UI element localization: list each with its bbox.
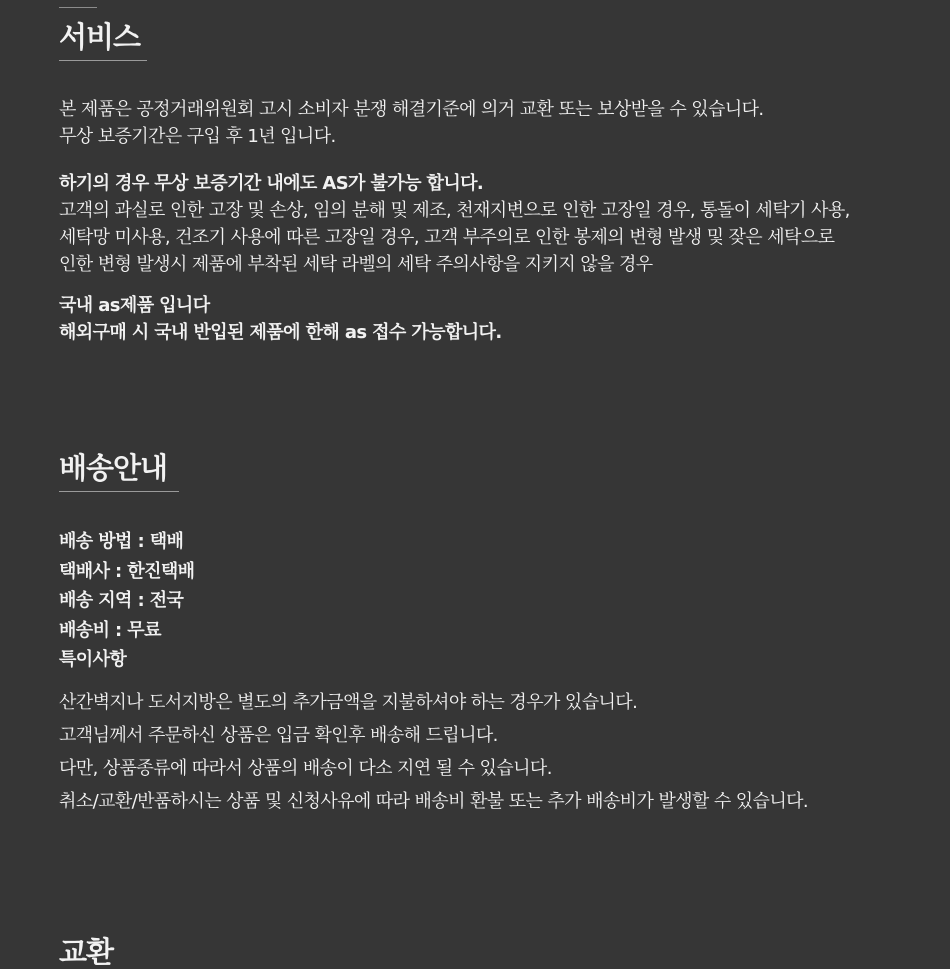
shipping-notes [59,686,808,818]
shipping-special-notes-label: 특이사항 [59,649,127,670]
exclusion-line: 세탁망 미사용, 건조기 사용에 따른 고장일 경우, 고객 부주의로 인한 봉제의 변형 발생 및 잦은 세탁으로 [59,227,835,248]
shipping-note: 고객님께서 주문하신 상품은 입금 확인후 배송해 드립니다. [59,725,498,746]
exclusion-line: 인한 변형 발생시 제품에 부착된 세탁 라벨의 세탁 주의사항을 지키지 않을 경우 [59,254,653,275]
shipping-region: 배송 지역 : 전국 [59,590,184,611]
shipping-note: 다만, 상품종류에 따라서 상품의 배송이 다소 지연 될 수 있습니다. [59,758,552,779]
domestic-as-line: 국내 as제품 입니다 [59,295,210,316]
exclusion-line: 고객의 과실로 인한 고장 및 손상, 임의 분해 및 제조, 천재지변으로 인한 고장일 경우, 통돌이 세탁기 사용, [59,200,850,221]
service-title: 서비스 [59,20,141,54]
exclusion-heading: 하기의 경우 무상 보증기간 내에도 AS가 불가능 합니다. [59,173,484,194]
shipping-info-list [59,527,194,675]
shipping-carrier: 택배사 : 한진택배 [59,560,195,582]
warranty-paragraph [59,96,764,150]
shipping-fee: 배송비 : 무료 [59,619,161,641]
domestic-as-paragraph [59,292,502,346]
service-title-underline [59,60,147,61]
domestic-as-line: 해외구매 시 국내 반입된 제품에 한해 as 접수 가능합니다. [59,322,502,343]
shipping-title-underline [59,491,179,492]
shipping-note: 산간벽지나 도서지방은 별도의 추가금액을 지불하셔야 하는 경우가 있습니다. [59,692,638,713]
top-divider [59,7,97,8]
warranty-line: 무상 보증기간은 구입 후 1년 입니다. [59,126,336,147]
shipping-title: 배송안내 [59,451,168,485]
exclusion-paragraph [59,170,850,278]
warranty-line: 본 제품은 공정거래위원회 고시 소비자 분쟁 해결기준에 의거 교환 또는 보상받을 수 있습니다. [59,99,764,120]
shipping-note: 취소/교환/반품하시는 상품 및 신청사유에 따라 배송비 환불 또는 추가 배송비가 발생할 수 있습니다. [59,791,809,812]
exchange-title: 교환 [59,935,114,969]
shipping-method: 배송 방법 : 택배 [59,531,184,552]
